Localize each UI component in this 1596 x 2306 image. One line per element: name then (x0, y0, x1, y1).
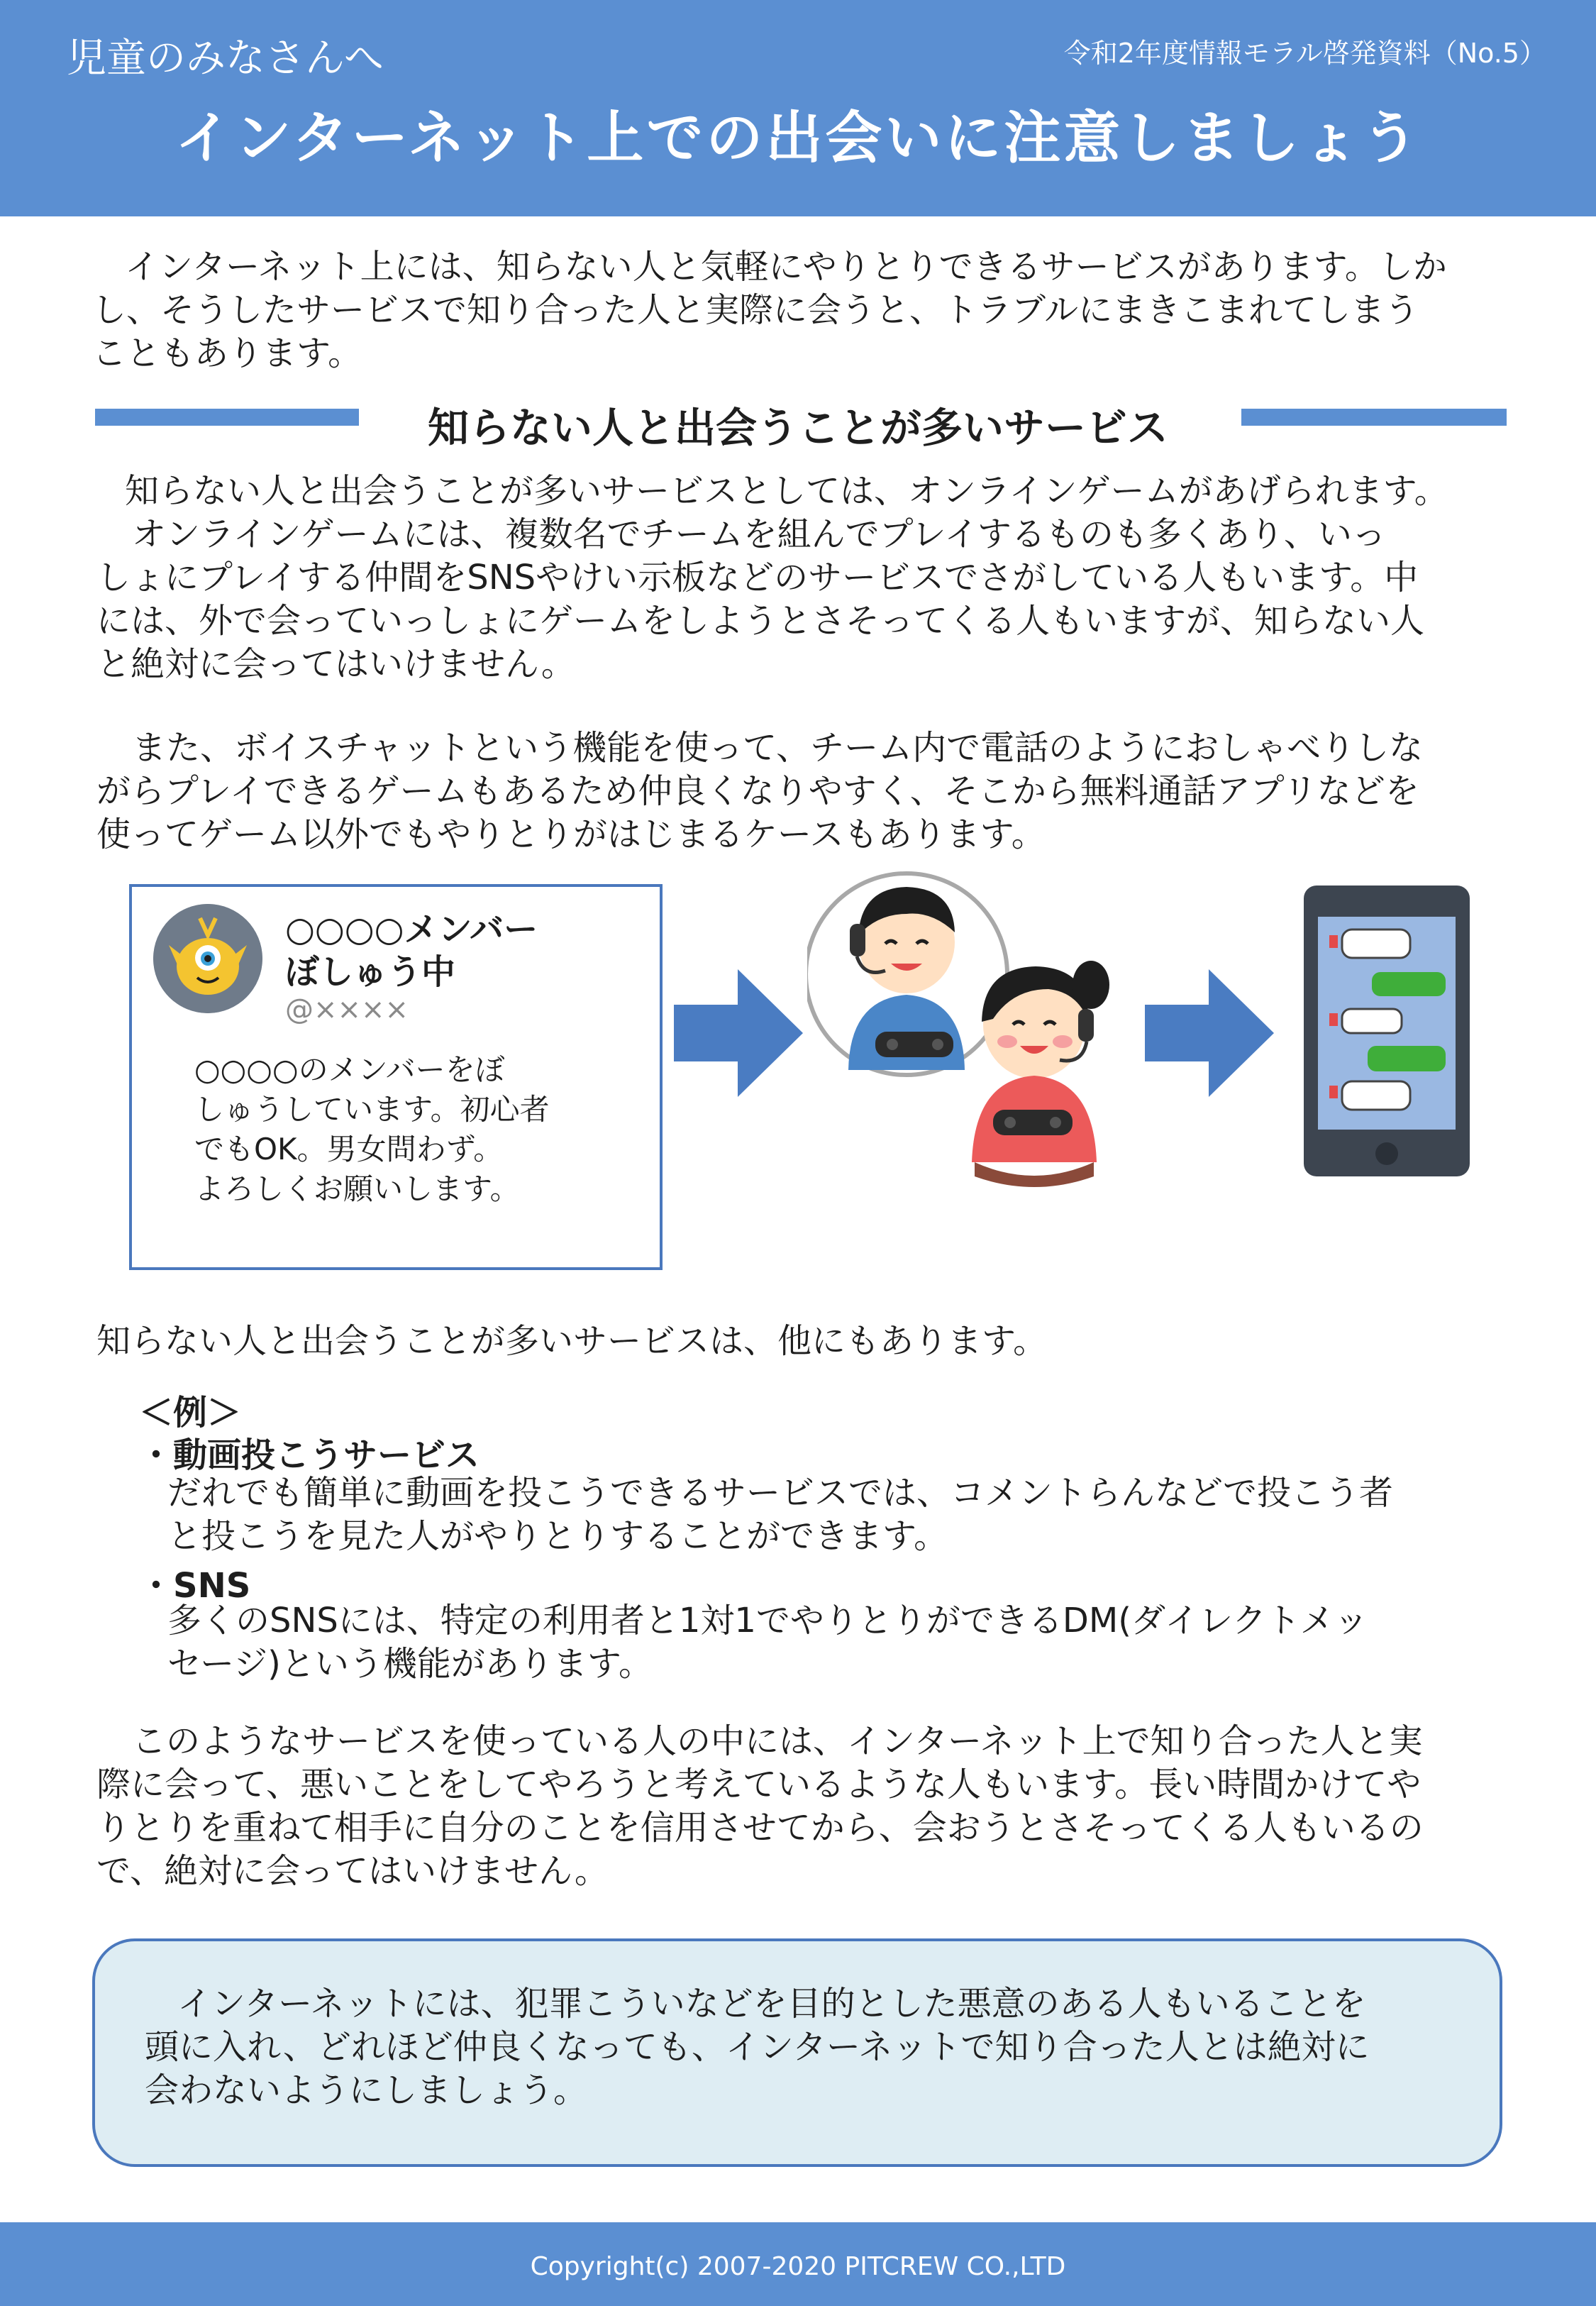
section-paragraph-1 (96, 470, 1508, 686)
arrow-right-icon (1145, 969, 1274, 1097)
post-body-line: でもOK。男女問わず。 (194, 1132, 504, 1166)
section-paragraph-2 (96, 727, 1508, 856)
paragraph-line: がらプレイできるゲームもあるため仲良くなりやすく、そこから無料通話アプリなどを (96, 771, 1419, 811)
callout-line: 会わないようにしましょう。 (145, 2070, 588, 2110)
smartphone-chat-icon (1304, 886, 1470, 1176)
post-body-line: ○○○○のメンバーをぼ (194, 1052, 505, 1087)
callout-text (145, 1982, 1450, 2112)
paragraph-line: しょにプレイする仲間をSNSやけい示板などのサービスでさがしている人もいます。中 (96, 558, 1419, 597)
footer-bar (0, 2222, 1596, 2306)
header-banner (0, 0, 1596, 216)
summary-callout (92, 1938, 1502, 2167)
paragraph-line: には、外で会っていっしょにゲームをしようとさそってくる人もいますが、知らない人 (96, 601, 1425, 641)
recruit-post-card (129, 884, 663, 1270)
arrow-right-icon (674, 969, 803, 1097)
example-line: と投こうを見た人がやりとりすることができます。 (167, 1516, 948, 1556)
paragraph-line: このようなサービスを使っている人の中には、インターネット上で知り合った人と実 (132, 1721, 1423, 1761)
example-item-sns-text (167, 1599, 1487, 1686)
example-item-video-title: ・動画投こうサービス (139, 1435, 480, 1475)
example-line: セージ)という機能があります。 (167, 1644, 653, 1684)
post-body (194, 1050, 634, 1209)
copyright-text: Copyright(c) 2007-2020 PITCREW CO.,LTD (530, 2252, 1066, 2281)
example-item-video-text (167, 1472, 1487, 1558)
paragraph-line: で、絶対に会ってはいけません。 (96, 1851, 609, 1891)
example-item-sns-title: ・SNS (139, 1566, 251, 1606)
paragraph-line: と絶対に会ってはいけません。 (96, 644, 575, 684)
paragraph-line: 知らない人と出会うことが多いサービスとしては、オンラインゲームがあげられます。 (125, 471, 1448, 511)
paragraph-line: りとりを重ねて相手に自分のことを信用させてから、会おうとさそってくる人もいるの (96, 1808, 1424, 1848)
callout-line: インターネットには、犯罪こういなどを目的とした悪意のある人もいることを (177, 1984, 1366, 2024)
paragraph-line: 使ってゲーム以外でもやりとりがはじまるケースもあります。 (96, 815, 1046, 854)
gamers-illustration (807, 864, 1141, 1191)
post-name-line: ○○○○メンバー (285, 910, 538, 949)
paragraph-line: また、ボイスチャットという機能を使って、チーム内で電話のようにおしゃべりしな (132, 728, 1424, 768)
others-lead: 知らない人と出会うことが多いサービスは、他にもあります。 (96, 1321, 1048, 1361)
warning-paragraph (96, 1720, 1508, 1893)
section-title: 知らない人と出会うことが多いサービス (427, 404, 1168, 452)
audience-label: 児童のみなさんへ (67, 35, 384, 82)
paragraph-line: オンラインゲームには、複数名でチームを組んでプレイするものも多くあり、いっ (132, 514, 1386, 554)
post-handle: @×××× (285, 993, 409, 1026)
intro-line: し、そうしたサービスで知り合った人と実際に会うと、トラブルにまきこまれてしまう (92, 290, 1419, 330)
post-body-line: しゅうしています。初心者 (194, 1092, 550, 1127)
paragraph-line: 際に会って、悪いことをしてやろうと考えているような人もいます。長い時間かけてや (96, 1765, 1422, 1804)
post-name-line: ぼしゅう中 (285, 952, 456, 992)
example-label: ＜例＞ (139, 1393, 242, 1433)
post-name (285, 908, 654, 993)
page-title: インターネット上での出会いに注意しましょう (174, 105, 1422, 171)
series-label: 令和2年度情報モラル啓発資料（No.5） (1063, 38, 1546, 69)
post-body-line: よろしくお願いします。 (194, 1171, 520, 1206)
monster-avatar-icon (153, 904, 262, 1013)
example-line: だれでも簡単に動画を投こうできるサービスでは、コメントらんなどで投こう者 (167, 1473, 1394, 1513)
intro-line: インターネット上には、知らない人と気軽にやりとりできるサービスがあります。しか (125, 247, 1447, 287)
callout-line: 頭に入れ、どれほど仲良くなっても、インターネットで知り合った人とは絶対に (145, 2027, 1370, 2067)
intro-line: こともあります。 (92, 333, 362, 373)
intro-paragraph (92, 246, 1508, 375)
example-line: 多くのSNSには、特定の利用者と1対1でやりとりができるDM(ダイレクトメッ (167, 1601, 1368, 1640)
